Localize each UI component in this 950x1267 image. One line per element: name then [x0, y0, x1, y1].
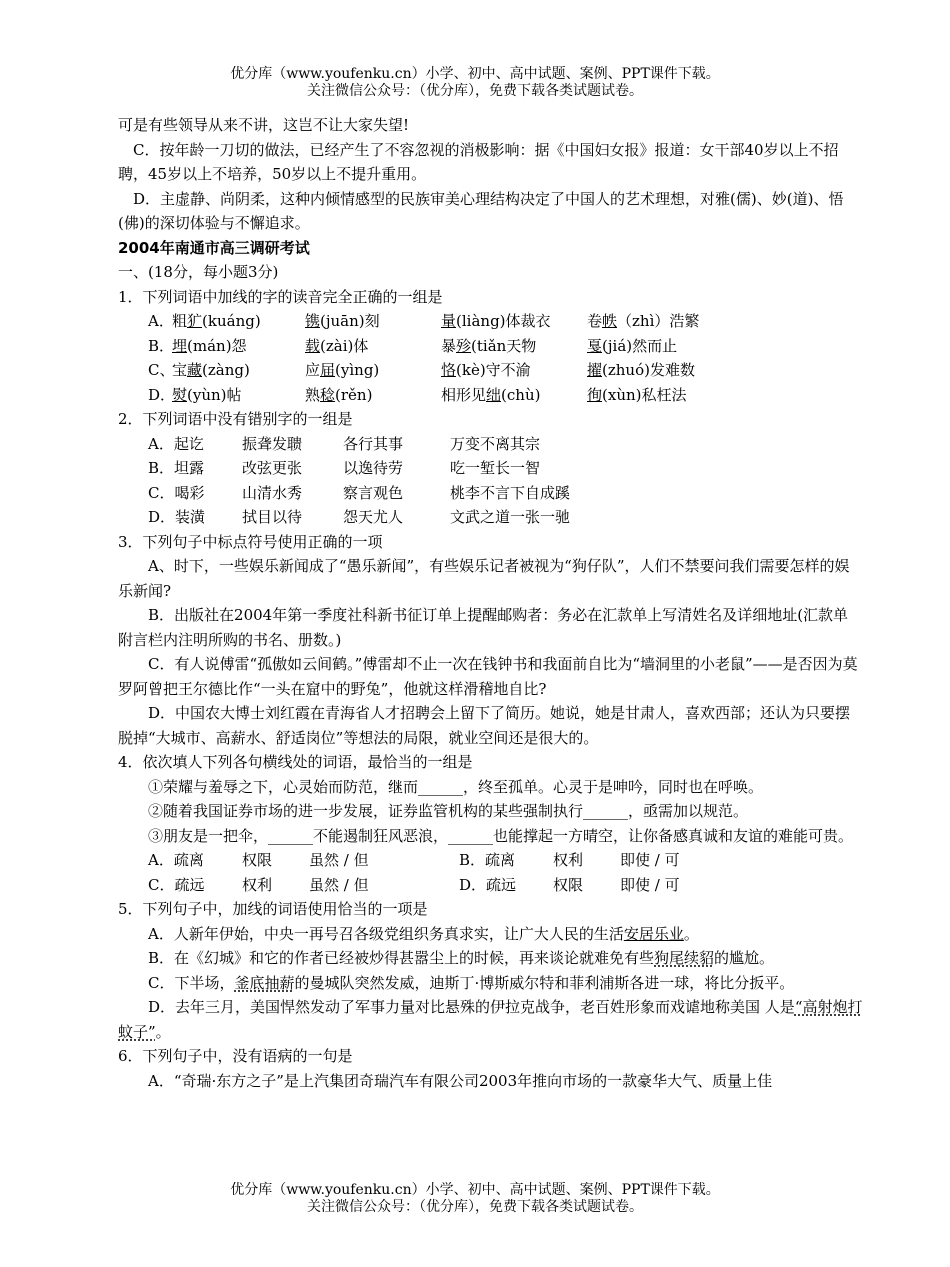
question-3-stem: 3．下列句子中标点符号使用正确的一项	[118, 532, 383, 551]
section-heading: 一、(18分，每小题3分)	[118, 263, 279, 281]
q2-option-row	[118, 432, 863, 457]
q1-word-pinyin: (liàng)体裁衣	[456, 312, 551, 330]
q1-word-pinyin: (yùn)帖	[187, 385, 242, 404]
q4-word: 即使 / 可	[620, 875, 680, 894]
question-3-option-b: B．出版社在2004年第一季度社科新书征订单上提醒邮购者：务必在汇款单上写清姓名及详细地址(汇款单附言栏内注明所购的书名、册数。)	[118, 606, 849, 649]
q1-word-cell	[172, 309, 305, 334]
q1-option-label: B．	[148, 336, 175, 355]
q4-word: 即使 / 可	[620, 851, 680, 869]
q5-a-underlined: 安居乐业	[623, 924, 684, 943]
q5-d-underlined: “高射炮打蚊子”	[118, 998, 863, 1041]
q1-underlined-char: 徇	[587, 385, 603, 404]
q2-word: 山清水秀	[242, 483, 303, 502]
q5-c-underlined: 釜底抽薪	[234, 973, 295, 992]
question-4-options	[118, 848, 863, 897]
page-footer	[0, 1182, 950, 1216]
q4-word: 权限	[242, 851, 273, 869]
q2-option-row	[118, 505, 863, 530]
q1-underlined-char: 稔	[320, 385, 336, 404]
q1-underlined-char: 戛	[587, 336, 603, 355]
q2-word: 万变不离其宗	[450, 434, 541, 453]
question-4-sentence-3: ③朋友是一把伞，______不能遏制狂风恶浪，______也能撑起一方晴空，让你备感真诚和友谊的难能可贵。	[148, 826, 854, 845]
header-line-1: 优分库（www.youfenku.cn）小学、初中、高中试题、案例、PPT课件下载。	[230, 66, 720, 82]
question-6-stem: 6．下列句子中，没有语病的一句是	[118, 1047, 353, 1065]
question-6-option-a: A．“奇瑞·东方之子”是上汽集团奇瑞汽车有限公司2003年推向市场的一款豪华大气、质量上佳	[148, 1071, 773, 1090]
q1-word-prefix: 宝	[172, 361, 188, 379]
question-1-stem: 1．下列词语中加线的字的读音完全正确的一组是	[118, 287, 443, 306]
q2-word: 文武之道一张一驰	[450, 508, 571, 526]
q1-underlined-char: 擢	[587, 361, 603, 379]
q1-word-cell	[441, 383, 587, 408]
q2-word: A．起讫	[148, 434, 204, 453]
q1-word-pinyin: (juān)刻	[320, 312, 380, 330]
q1-word-cell	[441, 358, 587, 383]
q5-d-text: D．去年三月，美国悍然发动了军事力量对比悬殊的伊拉克战争，老百姓形象而戏谑地称美国 人是	[148, 998, 795, 1016]
q5-c-tail: 的曼城队突然发威，迪斯丁·博斯威尔特和菲利浦斯各进一球，将比分扳平。	[294, 973, 795, 992]
q4-word: B．疏离	[459, 851, 516, 869]
q1-option-row	[118, 358, 863, 383]
q4-word: 虽然 / 但	[309, 875, 369, 894]
q2-word: 以逸待劳	[343, 459, 404, 477]
question-5-option-d	[118, 995, 863, 1044]
q1-word-cell	[587, 358, 767, 383]
q1-word-cell	[587, 383, 767, 408]
q2-word: 吃一堑长一智	[450, 459, 541, 477]
q1-word-prefix: 卷	[587, 312, 603, 330]
q1-underlined-char: 恪	[441, 361, 457, 379]
q5-b-underlined: 狗尾续貂	[654, 949, 715, 967]
prev-option-d: D．主虚静、尚阴柔，这种内倾情感型的民族审美心理结构决定了中国人的艺术理想，对雅(儒)、妙(道)、悟(佛)的深切体验与不懈追求。	[118, 189, 844, 232]
question-4-sentence-2: ②随着我国证券市场的进一步发展，证券监管机构的某些强制执行______，亟需加以规范。	[148, 802, 749, 820]
q5-c-text: C．下半场，	[148, 973, 235, 992]
q4-option-row	[118, 873, 863, 898]
q1-word-pinyin: (kuáng)	[202, 312, 261, 330]
q1-underlined-char: 埋	[172, 336, 188, 355]
q1-word-pinyin: (chù)	[501, 385, 541, 404]
q1-word-prefix: 暴	[441, 336, 457, 355]
q1-word-cell	[441, 334, 587, 359]
q2-word: D．装潢	[148, 508, 206, 526]
q4-option-row	[118, 848, 863, 873]
q1-word-prefix: 粗	[172, 312, 188, 330]
q1-underlined-char: 帙	[602, 312, 618, 330]
q1-word-cell	[305, 334, 441, 359]
q2-word: 改弦更张	[242, 459, 303, 477]
q1-word-pinyin: (zài)体	[320, 336, 369, 355]
q1-word-pinyin: (yìng)	[335, 361, 380, 379]
q4-word: 权利	[242, 875, 273, 894]
q1-underlined-char: 届	[320, 361, 336, 379]
q1-word-cell	[587, 334, 767, 359]
prev-option-c: C．按年龄一刀切的做法，已经产生了不容忽视的消极影响：据《中国妇女报》报道：女干部40岁以上不招聘，45岁以上不培养，50岁以上不提升重用。	[118, 140, 839, 183]
q1-underlined-char: 熨	[172, 385, 188, 404]
q2-word: 振聋发聩	[242, 434, 303, 453]
question-2-stem: 2．下列词语中没有错别字的一组是	[118, 410, 353, 428]
q2-word: 拭目以待	[242, 508, 303, 526]
footer-line-2: 关注微信公众号：（优分库），免费下载各类试题试卷。	[307, 1199, 643, 1215]
q2-option-row	[118, 456, 863, 481]
q1-word-cell	[172, 334, 305, 359]
q1-word-prefix: 熟	[305, 385, 321, 404]
q1-word-pinyin: (mán)怨	[187, 336, 247, 355]
question-4-stem: 4．依次填人下列各句横线处的词语，最恰当的一组是	[118, 753, 473, 771]
question-5-option-a	[118, 922, 863, 947]
q4-word: 虽然 / 但	[309, 851, 369, 869]
q5-b-tail: 的尴尬。	[714, 949, 775, 967]
q1-option-label: D．	[148, 385, 176, 404]
q1-underlined-char: 绌	[486, 385, 502, 404]
q1-word-pinyin: (tiǎn天物	[471, 336, 537, 355]
q1-underlined-char: 藏	[187, 361, 203, 379]
q1-underlined-char: 殄	[456, 336, 472, 355]
question-5-stem: 5．下列句子中，加线的词语使用恰当的一项是	[118, 900, 428, 918]
q1-word-pinyin: (jiá)然而止	[602, 336, 678, 355]
q2-word: 怨天尤人	[343, 508, 404, 526]
prev-question-continuation: 可是有些领导从来不讲，这岂不让大家失望!	[118, 116, 410, 134]
q1-word-cell	[587, 309, 767, 334]
question-5-option-b	[118, 946, 863, 971]
q1-option-label: A．	[148, 312, 174, 330]
q5-d-tail: 。	[155, 1022, 171, 1041]
page-header	[0, 66, 950, 100]
q1-word-pinyin: (kè)守不渝	[456, 361, 531, 379]
q1-option-label: C、	[148, 361, 175, 379]
q2-word: 桃李不言下自成蹊	[450, 483, 571, 502]
q1-word-pinyin: (zàng)	[202, 361, 250, 379]
question-4-sentence-1: ①荣耀与羞辱之下，心灵始而防范，继而______，终至孤单。心灵于是呻吟，同时也在呼唤。	[148, 777, 764, 796]
q1-word-cell	[172, 358, 305, 383]
q1-word-cell	[305, 358, 441, 383]
q1-underlined-char: 犷	[187, 312, 203, 330]
q1-word-pinyin: （zhì）浩繁	[617, 312, 700, 330]
q1-word-prefix: 相形见	[441, 385, 487, 404]
q1-word-cell	[172, 383, 305, 408]
q4-word: C．疏远	[148, 875, 205, 894]
q1-underlined-char: 镌	[305, 312, 321, 330]
q2-word: 各行其事	[343, 434, 404, 453]
q5-a-tail: 。	[683, 924, 699, 943]
document-body	[118, 113, 863, 1093]
q1-underlined-char: 载	[305, 336, 321, 355]
header-line-2: 关注微信公众号：（优分库），免费下载各类试题试卷。	[307, 83, 643, 99]
q1-word-cell	[305, 309, 441, 334]
q4-word: D．疏远	[459, 875, 517, 894]
q4-word: 权利	[553, 851, 584, 869]
q4-word: 权限	[553, 875, 584, 894]
q2-word: 察言观色	[343, 483, 404, 502]
q5-b-text: B．在《幻城》和它的作者已经被炒得甚嚣尘上的时候，再来谈论就难免有些	[148, 949, 655, 967]
question-5-option-c	[118, 971, 863, 996]
question-1-options	[118, 309, 863, 407]
footer-line-1: 优分库（www.youfenku.cn）小学、初中、高中试题、案例、PPT课件下载。	[230, 1182, 720, 1198]
q2-word: B．坦露	[148, 459, 205, 477]
q1-option-row	[118, 334, 863, 359]
q1-word-prefix: 应	[305, 361, 321, 379]
q1-word-cell	[305, 383, 441, 408]
q2-word: C．喝彩	[148, 483, 205, 502]
q1-word-cell	[441, 309, 587, 334]
question-3-option-c: C．有人说傅雷“孤傲如云间鹤。”傅雷却不止一次在钱钟书和我面前自比为“墙洞里的小老鼠”——是否因为莫罗阿曾把王尔德比作“一头在窟中的野兔”，他就这样滑稽地自比?	[118, 655, 858, 698]
q1-word-pinyin: (zhuó)发难数	[602, 361, 695, 379]
q1-word-pinyin: (rěn)	[335, 385, 373, 404]
question-3-option-a: A、时下，一些娱乐新闻成了“愚乐新闻”，有些娱乐记者被视为“狗仔队”，人们不禁要问我们需要怎样的娱乐新闻?	[118, 557, 850, 600]
q1-option-row	[118, 309, 863, 334]
q1-underlined-char: 量	[441, 312, 457, 330]
q1-option-row	[118, 383, 863, 408]
q4-word: A．疏离	[148, 851, 204, 869]
q2-option-row	[118, 481, 863, 506]
question-2-options	[118, 432, 863, 530]
q1-word-pinyin: (xùn)私枉法	[602, 385, 687, 404]
exam-title: 2004年南通市高三调研考试	[118, 238, 310, 257]
q5-a-text: A．人新年伊始，中央一再号召各级党组织务真求实，让广大人民的生活	[148, 924, 624, 943]
question-3-option-d: D．中国农大博士刘红霞在青海省人才招聘会上留下了简历。她说，她是甘肃人，喜欢西部；还认为只要摆脱掉“大城市、高薪水、舒适岗位”等想法的局限，就业空间还是很大的。	[118, 704, 851, 747]
